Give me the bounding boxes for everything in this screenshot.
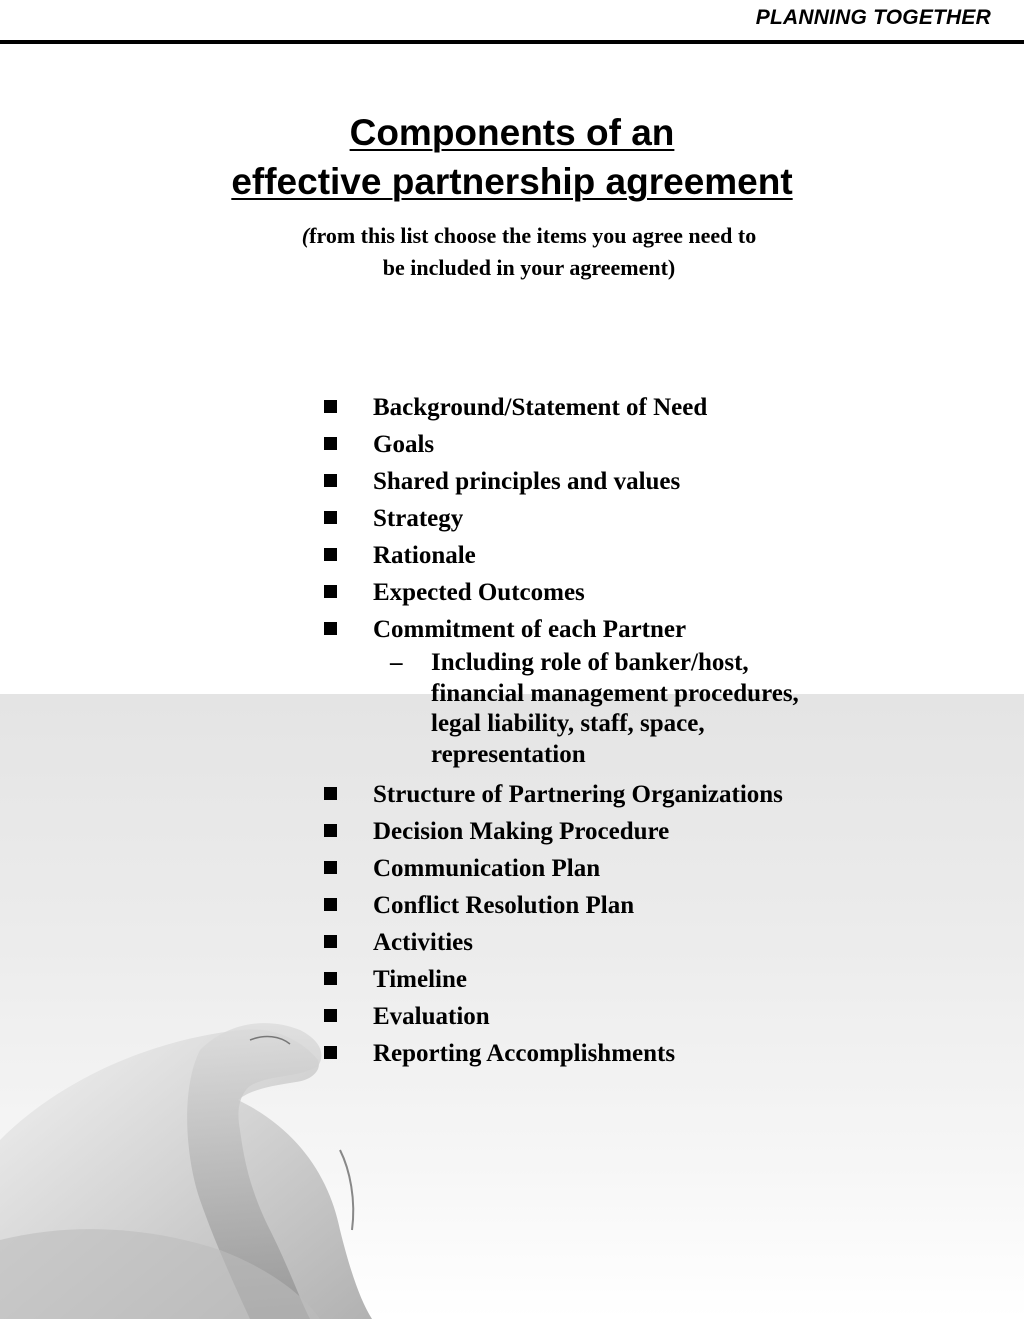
list-item-label: Activities <box>373 929 473 956</box>
list-item <box>322 850 942 887</box>
dash-bullet-icon: – <box>390 649 403 676</box>
square-bullet-icon <box>324 548 337 561</box>
list-item-label: Strategy <box>373 505 464 532</box>
list-item <box>322 500 942 537</box>
header-divider <box>0 40 1024 44</box>
square-bullet-icon <box>324 972 337 985</box>
square-bullet-icon <box>324 437 337 450</box>
list-item <box>322 574 942 611</box>
list-item <box>322 537 942 574</box>
square-bullet-icon <box>324 935 337 948</box>
square-bullet-icon <box>324 1009 337 1022</box>
subtitle-line-2: be included in your agreement) <box>382 255 676 280</box>
subtitle-line-1-text: from this list choose the items you agree need to <box>309 223 757 248</box>
page-title <box>0 108 1024 206</box>
square-bullet-icon <box>324 474 337 487</box>
square-bullet-icon <box>324 622 337 635</box>
subitem-line: Including role of banker/host, <box>431 649 749 676</box>
subitem-line: legal liability, staff, space, <box>431 710 705 737</box>
list-item-label: Decision Making Procedure <box>373 818 670 845</box>
title-line-1: Components of an <box>349 112 675 153</box>
list-item <box>322 961 942 998</box>
list-item-label: Timeline <box>373 966 467 993</box>
list-subitem <box>322 648 942 770</box>
page-subtitle <box>0 220 1024 284</box>
list-item <box>322 426 942 463</box>
list-item <box>322 813 942 850</box>
square-bullet-icon <box>324 1046 337 1059</box>
square-bullet-icon <box>324 400 337 413</box>
subtitle-line-1 <box>0 220 1024 252</box>
square-bullet-icon <box>324 861 337 874</box>
list-item-label: Background/Statement of Need <box>373 394 708 421</box>
list-item-label: Expected Outcomes <box>373 579 585 606</box>
subtitle-open-paren: ( <box>301 223 310 248</box>
list-item-label: Reporting Accomplishments <box>373 1040 676 1067</box>
list-item-label: Conflict Resolution Plan <box>373 892 635 919</box>
subitem-line: financial management procedures, <box>431 679 799 707</box>
square-bullet-icon <box>324 824 337 837</box>
square-bullet-icon <box>324 898 337 911</box>
list-item-label: Rationale <box>373 542 476 569</box>
square-bullet-icon <box>324 511 337 524</box>
list-item <box>322 389 942 426</box>
list-item <box>322 1035 942 1072</box>
list-item <box>322 611 942 648</box>
square-bullet-icon <box>324 585 337 598</box>
list-item <box>322 776 942 813</box>
square-bullet-icon <box>324 787 337 800</box>
list-item-label: Shared principles and values <box>373 468 681 495</box>
title-line-2: effective partnership agreement <box>231 161 793 202</box>
list-item <box>322 924 942 961</box>
list-item <box>322 463 942 500</box>
subitem-line: representation <box>431 740 586 768</box>
list-item-label: Structure of Partnering Organizations <box>373 781 783 808</box>
list-item <box>322 887 942 924</box>
list-item-label: Goals <box>373 431 435 458</box>
list-item-label: Evaluation <box>373 1003 490 1030</box>
components-list <box>322 389 942 1072</box>
list-item-label: Commitment of each Partner <box>373 616 687 643</box>
list-item-label: Communication Plan <box>373 855 601 882</box>
list-item <box>322 998 942 1035</box>
header-label: PLANNING TOGETHER <box>755 6 991 29</box>
